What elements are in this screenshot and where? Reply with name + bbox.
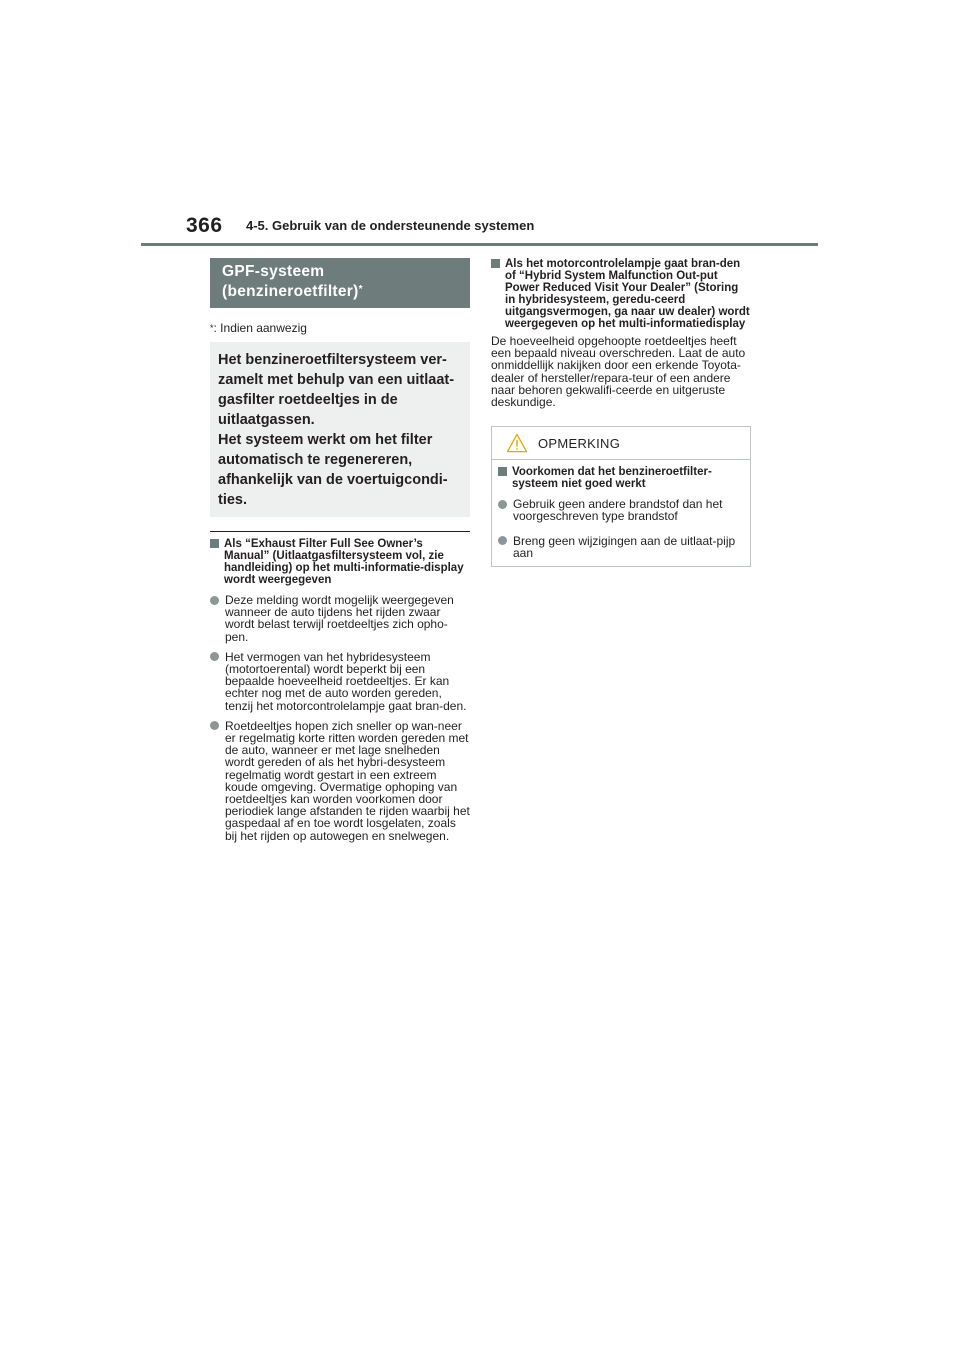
summary-line: afhankelijk van de voertuigcondi-	[218, 472, 448, 488]
summary-line: Het systeem werkt om het filter	[218, 432, 433, 448]
section-title: 4-5. Gebruik van de ondersteunende systemen	[246, 218, 535, 233]
list-item-text: Het vermogen van het hybridesysteem (motortoerental) wordt beperkt bij een bepaalde hoeveelheid roetdeeltjes. Er kan echter nog met de auto worden gereden, tenzij het motorcontrolelampje gaat bran-den.	[225, 649, 467, 713]
round-bullet-icon	[498, 536, 507, 545]
notice-heading	[498, 466, 744, 490]
notice-heading-text: Voorkomen dat het benzineroetfilter-systeem niet goed werkt	[512, 466, 712, 491]
list-item	[210, 594, 470, 643]
list-item-text: Breng geen wijzigingen aan de uitlaat-pijp aan	[513, 533, 736, 560]
footnote-asterisk: *	[210, 323, 214, 333]
topic-title-box	[210, 258, 470, 308]
list-item-text: Gebruik geen andere brandstof dan het voorgeschreven type brandstof	[513, 497, 723, 524]
topic-title-line2	[222, 282, 458, 302]
square-bullet-icon	[498, 467, 507, 476]
body-paragraph: De hoeveelheid opgehoopte roetdeeltjes heeft een bepaald niveau overschreden. Laat de auto onmiddellijk nakijken door een erkende Toyota-dealer of hersteller/repara-teur of een andere naar behoren gekwalifi-ceerde en uitgeruste deskundige.	[491, 334, 746, 410]
round-bullet-icon	[210, 721, 219, 730]
subsection-heading-text: Als “Exhaust Filter Full See Owner’s Manual” (Uitlaatgasfiltersysteem vol, zie handleiding) op het multi-informatie-display wordt weergegeven	[224, 538, 464, 586]
round-bullet-icon	[210, 652, 219, 661]
list-item	[498, 498, 744, 522]
topic-title-line1: GPF-systeem	[222, 263, 325, 280]
notice-body	[492, 466, 750, 559]
round-bullet-icon	[498, 500, 507, 509]
topic-title-asterisk: *	[358, 284, 363, 295]
list-item	[498, 535, 744, 559]
subsection-heading	[210, 538, 470, 586]
summary-line: gasfilter roetdeeltjes in de	[218, 392, 398, 408]
summary-line: zamelt met behulp van een uitlaat-	[218, 372, 455, 388]
summary-line: Het benzineroetfiltersysteem ver-	[218, 352, 447, 368]
list-item-text: Roetdeeltjes hopen zich sneller op wan-neer er regelmatig korte ritten worden gereden met de auto, wanneer er met lage snelheden wordt gereden of als het hybri-desysteem regelmatig wordt gestart in een extreem koude omgeving. Overmatige ophoping van roetdeeltjes kan worden voorkomen door periodiek lange afstanden te rijden waarbij het gaspedaal af en toe wordt losgelaten, zoals bij het rijden op autowegen en snelwegen.	[225, 718, 470, 843]
page-number: 366	[186, 214, 223, 237]
availability-footnote	[210, 321, 470, 335]
footnote-text: : Indien aanwezig	[213, 321, 307, 335]
summary-line: uitlaatgassen.	[218, 412, 315, 428]
list-item	[210, 651, 470, 712]
warning-triangle-icon	[506, 433, 528, 453]
notice-title: OPMERKING	[538, 435, 621, 451]
section-divider	[210, 531, 470, 532]
square-bullet-icon	[491, 259, 500, 268]
summary-line: automatisch te regenereren,	[218, 452, 413, 468]
summary-line: ties.	[218, 492, 248, 508]
square-bullet-icon	[210, 539, 219, 548]
page-header	[0, 0, 960, 250]
left-column	[210, 258, 470, 842]
subsection-heading	[491, 258, 751, 330]
notice-header	[492, 427, 750, 460]
header-divider	[141, 243, 818, 246]
list-item-text: Deze melding wordt mogelijk weergegeven wanneer de auto tijdens het rijden zwaar wordt belast terwijl roetdeeltjes zich opho-pen.	[225, 593, 454, 644]
list-item	[210, 720, 470, 842]
topic-title-text: (benzineroetfilter)	[222, 283, 359, 300]
subsection-heading-text: Als het motorcontrolelampje gaat bran-den of “Hybrid System Malfunction Out-put Power Reduced Visit Your Dealer” (Storing in hybridesysteem, geredu-ceerd uitgangsvermogen, ga naar uw dealer) wordt weergegeven op het multi-informatiedisplay	[505, 258, 750, 330]
summary-box	[210, 342, 470, 517]
right-column	[491, 258, 751, 567]
round-bullet-icon	[210, 596, 219, 605]
notice-box	[491, 426, 751, 567]
